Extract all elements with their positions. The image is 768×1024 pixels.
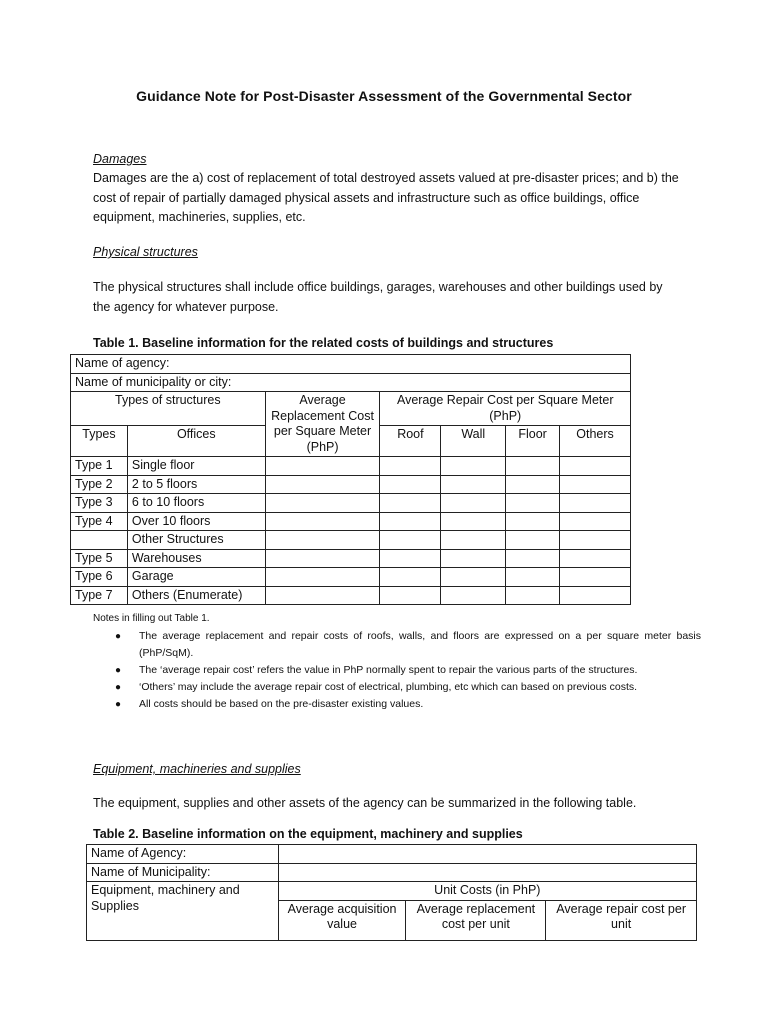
table-row — [71, 494, 631, 513]
table-row — [71, 549, 631, 568]
row-type: Type 6 — [71, 568, 128, 587]
bullet-icon: ● — [115, 682, 122, 693]
table1-col-floor: Floor — [506, 426, 560, 457]
table2-agency-label: Name of Agency: — [87, 845, 279, 864]
physical-structures-paragraph: The physical structures shall include office buildings, garages, warehouses and other buildings used by the agency for whatever purpose. — [93, 280, 663, 314]
table-row — [71, 457, 631, 476]
bullet-icon: ● — [115, 699, 122, 710]
table1-col-types: Types — [71, 426, 128, 457]
table-row — [71, 586, 631, 605]
table2-col-replacement: Average replacement cost per unit — [406, 900, 546, 940]
table1-caption: Table 1. Baseline information for the related costs of buildings and structures — [93, 336, 554, 350]
table-row — [71, 512, 631, 531]
table2-equipment-label: Equipment, machinery and Supplies — [87, 882, 279, 941]
notes-list — [115, 628, 701, 713]
table1-col-others: Others — [560, 426, 631, 457]
row-type: Type 4 — [71, 512, 128, 531]
equipment-heading: Equipment, machineries and supplies — [93, 762, 301, 776]
bullet-icon: ● — [115, 631, 122, 642]
document-title: Guidance Note for Post-Disaster Assessment of the Governmental Sector — [136, 88, 632, 104]
note-text: The average replacement and repair costs of roofs, walls, and floors are expressed on a per square meter basis (PhP/SqM). — [139, 630, 701, 659]
list-item — [115, 628, 701, 662]
damages-heading: Damages — [93, 152, 147, 166]
list-item — [115, 696, 701, 713]
row-desc: Single floor — [127, 457, 265, 476]
row-desc: Over 10 floors — [127, 512, 265, 531]
table2-unit-costs-header: Unit Costs (in PhP) — [278, 882, 696, 901]
table-row — [71, 568, 631, 587]
table1-agency-label: Name of agency: — [71, 355, 631, 374]
row-desc: Warehouses — [127, 549, 265, 568]
row-desc: 2 to 5 floors — [127, 475, 265, 494]
damages-paragraph: Damages are the a) cost of replacement of total destroyed assets valued at pre-disaster prices; and b) the cost of repair of partially damaged physical assets and infrastructure such as office buildings, office equipment, machineries, supplies, etc. — [93, 171, 679, 224]
table1-avg-replacement-header: Average Replacement Cost per Square Meter (PhP) — [265, 392, 380, 457]
bullet-icon: ● — [115, 665, 122, 676]
table1-col-wall: Wall — [441, 426, 506, 457]
table2-municipality-label: Name of Municipality: — [87, 863, 279, 882]
note-text: All costs should be based on the pre-disaster existing values. — [139, 698, 424, 710]
row-desc: 6 to 10 floors — [127, 494, 265, 513]
table1-col-offices: Offices — [127, 426, 265, 457]
list-item — [115, 679, 701, 696]
table1-col-roof: Roof — [380, 426, 441, 457]
note-text: ‘Others’ may include the average repair cost of electrical, plumbing, etc which can based on previous costs. — [139, 681, 638, 693]
table-row — [71, 475, 631, 494]
row-desc: Other Structures — [127, 531, 265, 550]
notes-label: Notes in filling out Table 1. — [93, 613, 210, 624]
row-type: Type 3 — [71, 494, 128, 513]
row-desc: Garage — [127, 568, 265, 587]
table1 — [70, 354, 631, 605]
table2-col-acquisition: Average acquisition value — [278, 900, 406, 940]
table1-municipality-label: Name of municipality or city: — [71, 373, 631, 392]
list-item — [115, 662, 701, 679]
row-type: Type 5 — [71, 549, 128, 568]
table-row — [71, 531, 631, 550]
row-type — [71, 531, 128, 550]
table2-caption: Table 2. Baseline information on the equipment, machinery and supplies — [93, 827, 523, 841]
row-type: Type 2 — [71, 475, 128, 494]
table2-col-repair: Average repair cost per unit — [546, 900, 697, 940]
physical-structures-heading: Physical structures — [93, 245, 198, 259]
table1-avg-repair-header: Average Repair Cost per Square Meter (PhP) — [380, 392, 631, 426]
note-text: The ‘average repair cost’ refers the value in PhP normally spent to repair the various parts of the structures. — [139, 664, 638, 676]
row-type: Type 1 — [71, 457, 128, 476]
row-type: Type 7 — [71, 586, 128, 605]
equipment-paragraph: The equipment, supplies and other assets of the agency can be summarized in the following table. — [93, 796, 637, 810]
row-desc: Others (Enumerate) — [127, 586, 265, 605]
table1-types-of-structures-header: Types of structures — [71, 392, 266, 426]
table2 — [86, 844, 697, 941]
